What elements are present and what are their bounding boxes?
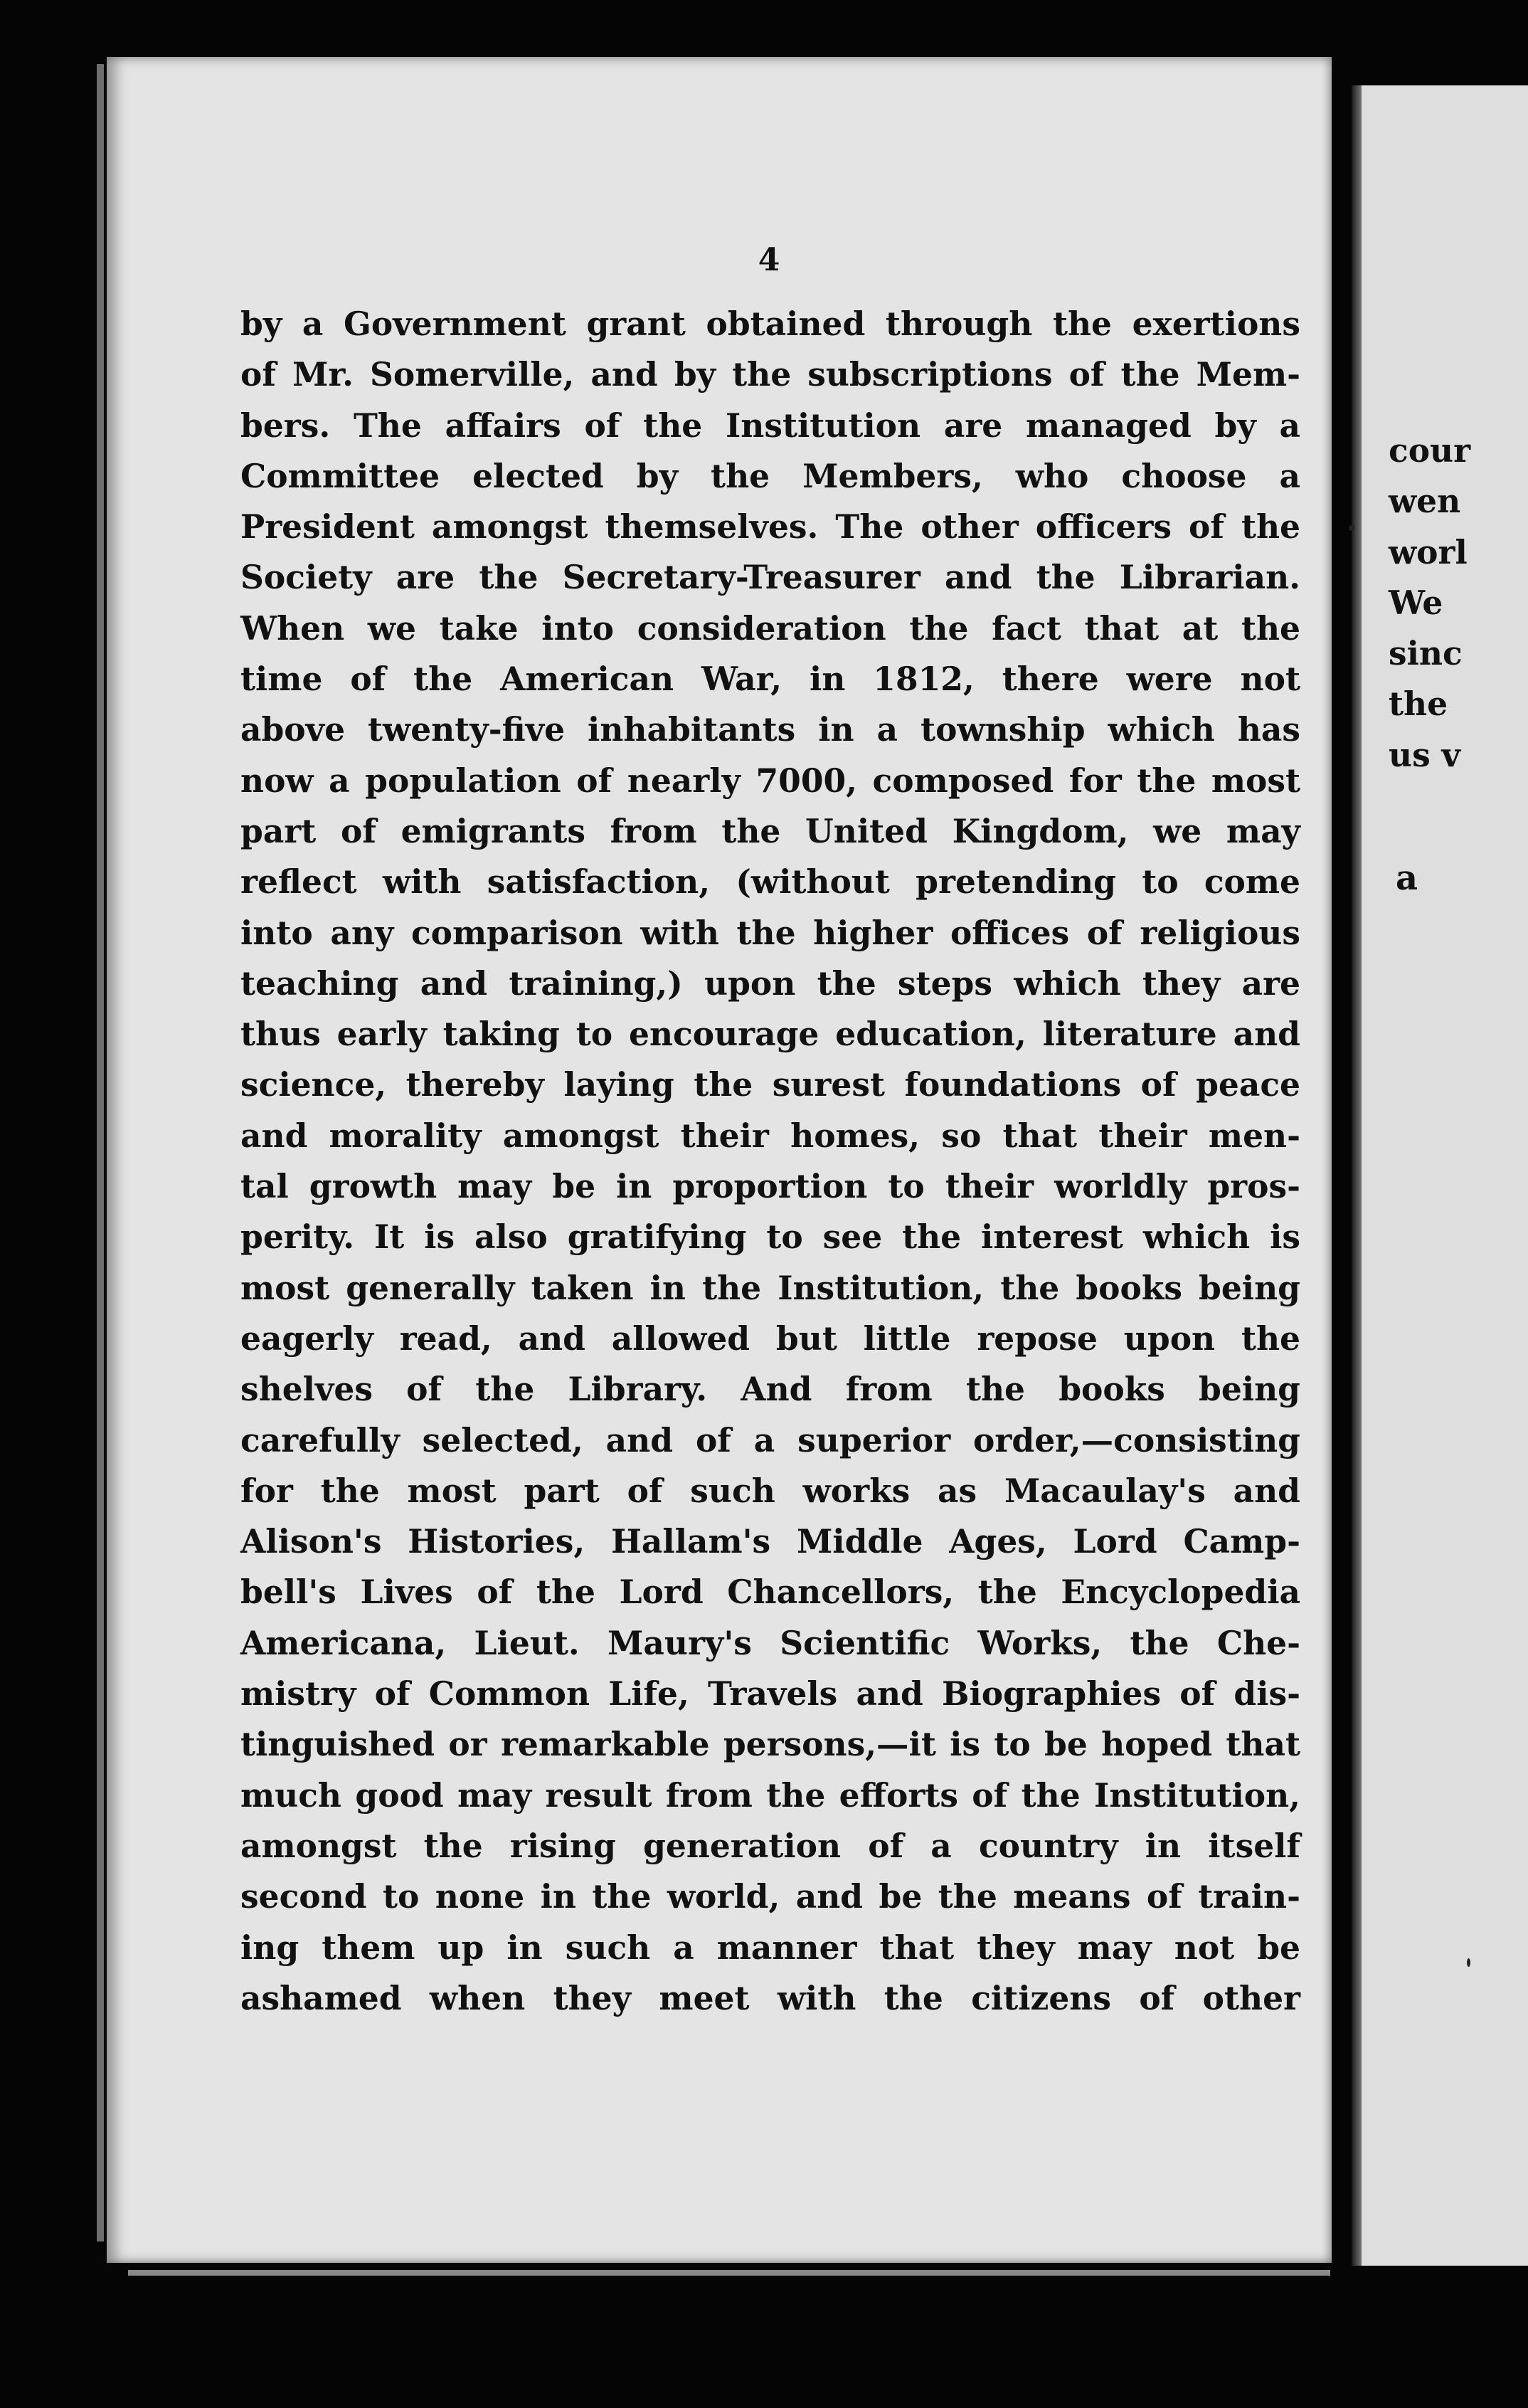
- facing-text-line: us v: [1389, 735, 1460, 774]
- text-line: perity. It is also gratifying to see the interest which is: [240, 1218, 1300, 1257]
- text-line: part of emigrants from the United Kingdom, we may: [240, 811, 1300, 850]
- text-line: into any comparison with the higher offices of religious: [240, 913, 1300, 952]
- text-line: Alison's Histories, Hallam's Middle Ages, Lord Camp-: [240, 1522, 1300, 1561]
- facing-text-line: We: [1389, 583, 1443, 622]
- text-line: teaching and training,) upon the steps which they are: [240, 963, 1300, 1003]
- page-number: 4: [758, 242, 780, 278]
- text-line: mistry of Common Life, Travels and Biographies of dis-: [240, 1674, 1300, 1713]
- text-line: ing them up in such a manner that they may not be: [240, 1928, 1300, 1967]
- text-line: ashamed when they meet with the citizens of other: [240, 1978, 1300, 2017]
- text-line: Society are the Secretary-Treasurer and the Librarian.: [240, 558, 1300, 597]
- text-line: time of the American War, in 1812, there were not: [240, 660, 1300, 699]
- text-line: above twenty-five inhabitants in a township which has: [240, 710, 1300, 749]
- facing-text-line: cour: [1389, 431, 1471, 470]
- text-line: of Mr. Somerville, and by the subscriptions of the Mem-: [240, 355, 1300, 394]
- body-text: [240, 299, 1300, 2024]
- text-line: President amongst themselves. The other officers of the: [240, 507, 1300, 546]
- facing-text-line: the: [1389, 685, 1448, 724]
- facing-page-text: [1389, 426, 1470, 781]
- page-edge-bottom: [128, 2270, 1330, 2276]
- text-line: tal growth may be in proportion to their worldly pros-: [240, 1167, 1300, 1206]
- text-line: bell's Lives of the Lord Chancellors, the Encyclopedia: [240, 1573, 1300, 1612]
- text-line: eagerly read, and allowed but little repose upon the: [240, 1319, 1300, 1358]
- text-line: science, thereby laying the surest foundations of peace: [240, 1065, 1300, 1104]
- facing-text-line: worl: [1389, 532, 1468, 571]
- text-line: much good may result from the efforts of the Institution,: [240, 1775, 1300, 1815]
- text-line: amongst the rising generation of a country in itself: [240, 1826, 1300, 1865]
- page-edge-left: [97, 64, 104, 2241]
- text-line: When we take into consideration the fact that at the: [240, 608, 1300, 648]
- text-line: second to none in the world, and be the means of train-: [240, 1877, 1300, 1916]
- facing-text-line: sinc: [1389, 634, 1463, 673]
- text-line: thus early taking to encourage education, literature and: [240, 1015, 1300, 1054]
- text-line: Americana, Lieut. Maury's Scientific Works, the Che-: [240, 1623, 1300, 1662]
- left-page: [107, 57, 1332, 2263]
- ink-speck: [1349, 525, 1354, 531]
- text-line: shelves of the Library. And from the books being: [240, 1370, 1300, 1409]
- text-line: Committee elected by the Members, who choose a: [240, 456, 1300, 495]
- text-line: for the most part of such works as Macaulay's and: [240, 1471, 1300, 1510]
- text-line: tinguished or remarkable persons,—it is to be hoped that: [240, 1725, 1300, 1764]
- text-line: bers. The affairs of the Institution are managed by a: [240, 406, 1300, 445]
- facing-text-line: wen: [1389, 482, 1461, 521]
- page-gutter: [1352, 85, 1362, 2266]
- text-line: reflect with satisfaction, (without pretending to come: [240, 862, 1300, 902]
- ink-speck: [1467, 1958, 1470, 1967]
- text-line: by a Government grant obtained through the exertions: [240, 305, 1300, 343]
- text-line: now a population of nearly 7000, composed for the most: [240, 761, 1300, 800]
- text-line: most generally taken in the Institution, the books being: [240, 1268, 1300, 1307]
- text-line: carefully selected, and of a superior order,—consisting: [240, 1420, 1300, 1459]
- text-line: and morality amongst their homes, so that their men-: [240, 1116, 1300, 1155]
- facing-page-fragment: a: [1396, 858, 1418, 898]
- facing-page: [1352, 85, 1528, 2266]
